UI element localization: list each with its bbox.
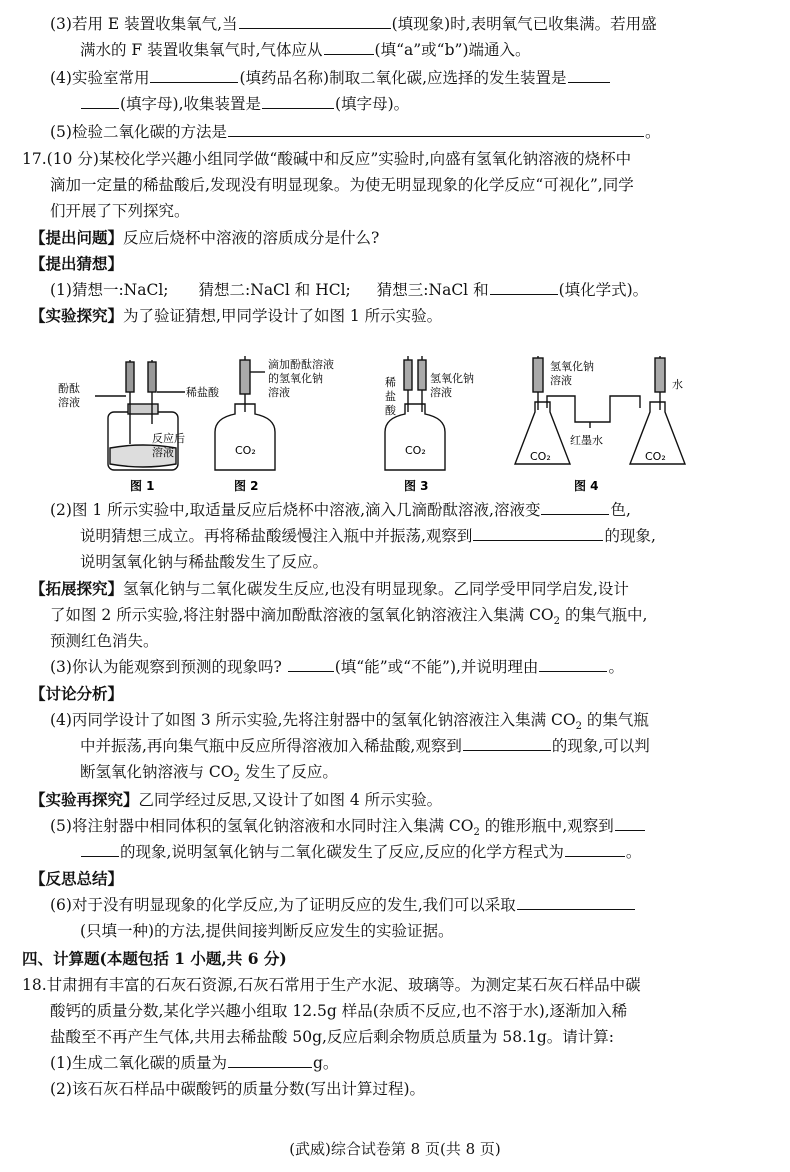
q17-4-line1: (4)丙同学设计了如图 3 所示实验,先将注射器中的氢氧化钠溶液注入集满 $CO_2$ 的集气瓶	[50, 711, 649, 733]
hypothesis-line: (1)猜想一:NaCl; 猜想二:NaCl 和 HCl; 猜想三:NaCl 和 (填化学式)。	[50, 281, 649, 299]
q17-2-line3: 说明氢氧化钠与稀盐酸发生了反应。	[80, 553, 329, 571]
fig1-label-after-2: 溶液	[152, 446, 174, 459]
fig4-label-naoh-2: 溶液	[550, 374, 572, 387]
discussion-heading: 【讨论分析】	[30, 684, 124, 703]
q17-stem-line2: 滴加一定量的稀盐酸后,发现没有明显现象。为使无明显现象的化学反应“可视化”,同学	[50, 176, 634, 194]
fig4-co2-right: CO₂	[645, 450, 666, 463]
apparatus-figures	[50, 352, 750, 497]
extension-line2: 了如图 2 所示实验,将注射器中滴加酚酞溶液的氢氧化钠溶液注入集满 $CO_2$ 的集气瓶中,	[50, 606, 648, 628]
fig2-label-3: 溶液	[268, 386, 290, 399]
q17-2-line1: (2)图 1 所示实验中,取适量反应后烧杯中溶液,滴入几滴酚酞溶液,溶液变 色,	[50, 501, 631, 519]
fig4-label-water: 水	[672, 378, 683, 391]
q18-stem-line3: 盐酸至不再产生气体,共用去稀盐酸 50g,反应后剩余物质总质量为 58.1g。请计算:	[50, 1028, 615, 1046]
section-4-heading: 四、计算题(本题包括 1 小题,共 6 分)	[22, 949, 287, 968]
page-footer: (武威)综合试卷第 8 页(共 8 页)	[289, 1140, 501, 1158]
fig2-caption: 图 2	[234, 479, 259, 493]
fig3-label-salt: 盐	[385, 390, 396, 403]
fig1-caption: 图 1	[130, 479, 155, 493]
fig1-label-phenol-1: 酚酞	[58, 382, 80, 395]
q16-4-line1: (4)实验室常用 (填药品名称)制取二氧化碳,应选择的发生装置是	[50, 68, 611, 88]
apparatus-drawing	[50, 352, 750, 497]
q17-stem-line3: 们开展了下列探究。	[50, 202, 190, 220]
re-explore-heading: 【实验再探究】乙同学经过反思,又设计了如图 4 所示实验。	[30, 790, 443, 809]
fig2-label-2: 的氢氧化钠	[268, 372, 323, 385]
fig1-label-hcl: 稀盐酸	[186, 386, 219, 399]
fig3-caption: 图 3	[404, 479, 429, 493]
q16-4-line2: (填字母),收集装置是 (填字母)。	[80, 94, 409, 114]
q18-stem-line2: 酸钙的质量分数,某化学兴趣小组取 12.5g 样品(杂质不反应,也不溶于水),逐渐加入稀	[50, 1002, 628, 1020]
extension-heading: 【拓展探究】氢氧化钠与二氧化碳发生反应,也没有明显现象。乙同学受甲同学启发,设计	[30, 579, 629, 598]
fig4-label-naoh-1: 氢氧化钠	[550, 360, 594, 373]
fig3-label-naoh-2: 溶液	[430, 386, 452, 399]
fig3-label-acid: 酸	[385, 404, 396, 417]
fig3-label-dilute: 稀	[385, 376, 396, 389]
fig4-caption: 图 4	[574, 479, 599, 493]
q17-6-line1: (6)对于没有明显现象的化学反应,为了证明反应的发生,我们可以采取	[50, 895, 636, 915]
fig2-label-1: 滴加酚酞溶液	[268, 358, 334, 371]
reflection-heading: 【反思总结】	[30, 869, 124, 888]
q17-stem-line1: 17.(10 分)某校化学兴趣小组同学做“酸碱中和反应”实验时,向盛有氢氧化钠溶液的烧杯中	[22, 150, 632, 168]
q16-3-line2: 满水的 F 装置收集氧气时,气体应从 (填“a”或“b”)端通入。	[80, 41, 531, 59]
fig1-label-after-1: 反应后	[152, 432, 185, 445]
q16-5-line: (5)检验二氧化碳的方法是 。	[50, 123, 661, 141]
fig4-label-ink: 红墨水	[570, 434, 603, 447]
q18-2-line: (2)该石灰石样品中碳酸钙的质量分数(写出计算过程)。	[50, 1080, 426, 1098]
fig4-co2-left: CO₂	[530, 450, 551, 463]
q17-6-line2: (只填一种)的方法,提供间接判断反应发生的实验证据。	[80, 922, 454, 940]
hypothesis-heading: 【提出猜想】	[30, 254, 124, 273]
q17-3-line: (3)你认为能观察到预测的现象吗? (填“能”或“不能”),并说明理由 。	[50, 658, 624, 676]
q17-5-line1: (5)将注射器中相同体积的氢氧化钠溶液和水同时注入集满 $CO_2$ 的锥形瓶中,观察到	[50, 816, 646, 836]
q16-3-line1: (3)若用 E 装置收集氧气,当 (填现象)时,表明氧气已收集满。若用盛	[50, 15, 657, 33]
fig3-co2: CO₂	[405, 444, 426, 457]
q18-1-line: (1)生成二氧化碳的质量为 g。	[50, 1054, 339, 1072]
figure-4-apparatus	[515, 356, 685, 464]
q17-5-line2: 的现象,说明氢氧化钠与二氧化碳发生了反应,反应的化学方程式为 。	[80, 842, 641, 862]
experiment-heading: 【实验探究】为了验证猜想,甲同学设计了如图 1 所示实验。	[30, 306, 443, 325]
fig1-label-phenol-2: 溶液	[58, 396, 80, 409]
q18-stem-line1: 18.甘肃拥有丰富的石灰石资源,石灰石常用于生产水泥、玻璃等。为测定某石灰石样品中碳	[22, 976, 641, 994]
q17-2-line2: 说明猜想三成立。再将稀盐酸缓慢注入瓶中并振荡,观察到 的现象,	[80, 527, 656, 545]
q17-4-line3: 断氢氧化钠溶液与 $CO_2$ 发生了反应。	[80, 763, 338, 785]
extension-line3: 预测红色消失。	[50, 632, 159, 650]
fig2-co2: CO₂	[235, 444, 256, 457]
raise-question: 【提出问题】反应后烧杯中溶液的溶质成分是什么?	[30, 228, 380, 247]
fig3-label-naoh-1: 氢氧化钠	[430, 372, 474, 385]
q17-4-line2: 中并振荡,再向集气瓶中反应所得溶液加入稀盐酸,观察到 的现象,可以判	[80, 737, 650, 755]
